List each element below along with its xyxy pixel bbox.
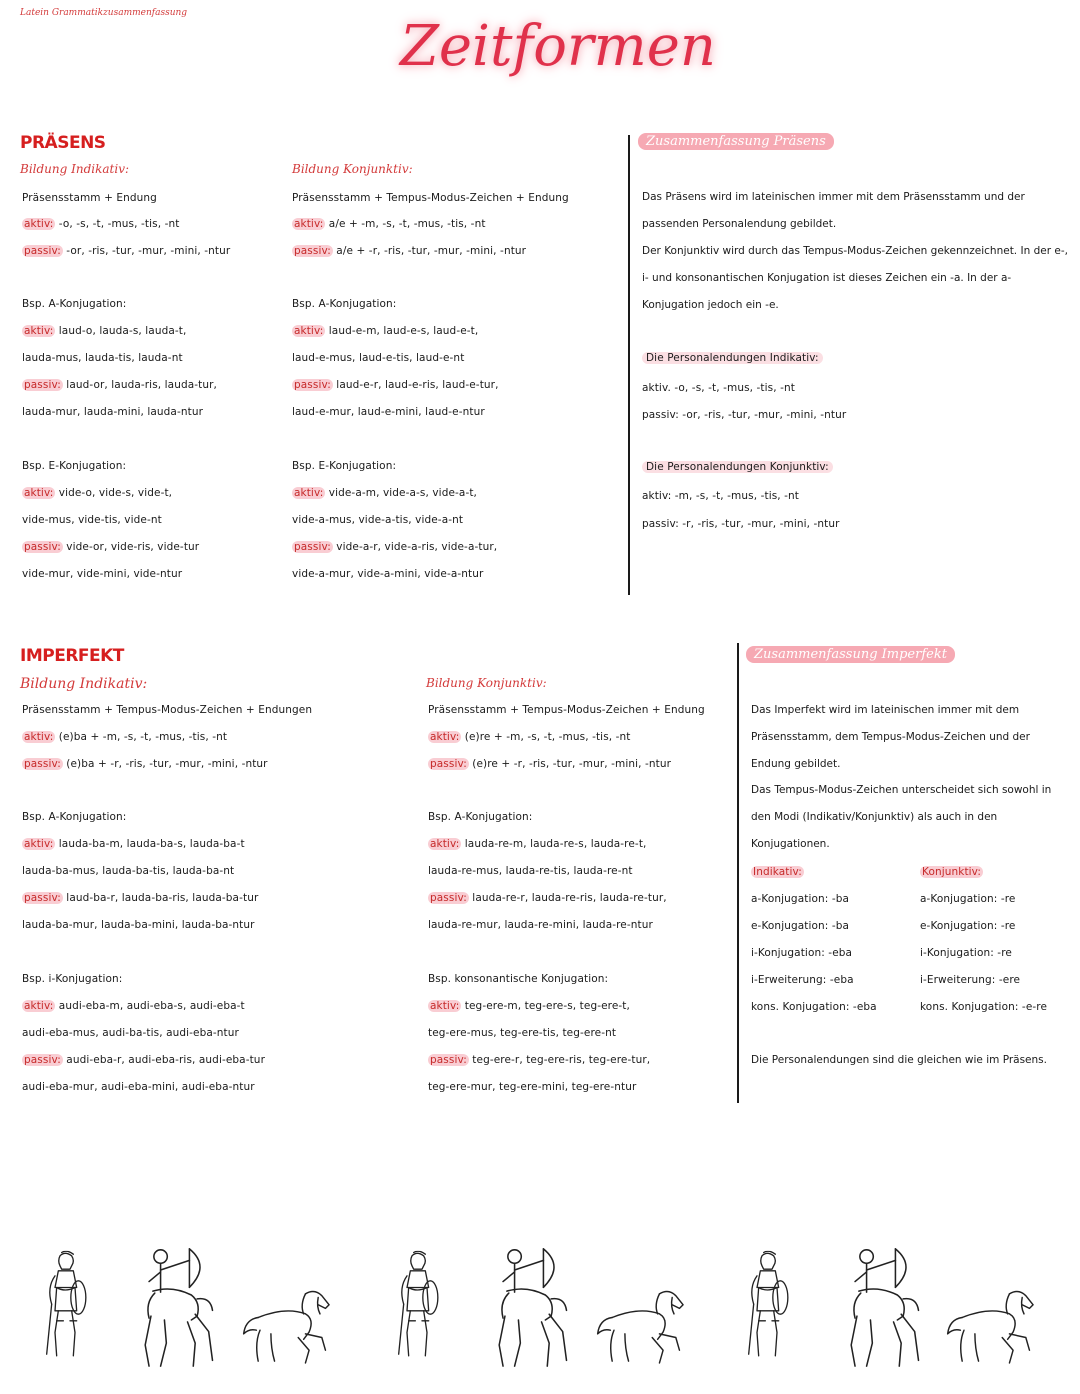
imperfekt-tmz-row: a-Konjugation: -re: [920, 893, 1016, 905]
endings: (e)ba + -r, -ris, -tur, -mur, -mini, -ntur: [66, 758, 268, 770]
praesens-ind-a-passiv-2: lauda-mur, lauda-mini, lauda-ntur: [22, 406, 203, 418]
praesens-ind-e-passiv-2: vide-mur, vide-mini, vide-ntur: [22, 568, 183, 580]
imperfekt-konj-a-title: Bsp. A-Konjugation:: [428, 811, 533, 823]
aktiv-label: aktiv:: [24, 487, 54, 499]
imperfekt-tmz-row: i-Konjugation: -re: [920, 947, 1012, 959]
imperfekt-konj-k-aktiv-2: teg-ere-mus, teg-ere-tis, teg-ere-nt: [428, 1027, 617, 1039]
header-note: Latein Grammatikzusammenfassung: [20, 8, 188, 18]
praesens-konj-e-passiv-2: vide-a-mur, vide-a-mini, vide-a-ntur: [292, 568, 484, 580]
imperfekt-ind-head: [751, 866, 804, 878]
imperfekt-ind-i-aktiv: [22, 1000, 245, 1012]
passiv-label: passiv:: [294, 379, 331, 391]
imperfekt-konj-head: [920, 866, 983, 878]
endings: a/e + -m, -s, -t, -mus, -tis, -nt: [328, 218, 486, 230]
forms: audi-eba-r, audi-eba-ris, audi-eba-tur: [66, 1054, 265, 1066]
imperfekt-konj-k-passiv: [428, 1054, 650, 1066]
forms: vide-a-r, vide-a-ris, vide-a-tur,: [336, 541, 498, 553]
imperfekt-summary-p1: Das Imperfekt wird im lateinischen immer mit dem Präsensstamm, dem Tempus-Modus-Zeichen und der Endung gebildet.: [751, 704, 1030, 770]
pe-ind-title-text: Die Personalendungen Indikativ:: [642, 352, 823, 364]
endings: (e)re + -r, -ris, -tur, -mur, -mini, -ntur: [472, 758, 672, 770]
passiv-label: passiv:: [430, 758, 467, 770]
imperfekt-tmz-row: a-Konjugation: -ba: [751, 893, 850, 905]
praesens-konj-a-aktiv-2: laud-e-mus, laud-e-tis, laud-e-nt: [292, 352, 465, 364]
praesens-indikativ-formula: Präsensstamm + Endung: [22, 192, 157, 204]
praesens-pe-ind-title: [642, 352, 823, 364]
spartan-warrior-icon: [40, 1240, 90, 1370]
aktiv-label: aktiv:: [430, 731, 460, 743]
passiv-label: passiv:: [294, 245, 331, 257]
forms: lauda-ba-m, lauda-ba-s, lauda-ba-t: [58, 838, 245, 850]
praesens-pe-konj-passiv: passiv: -r, -ris, -tur, -mur, -mini, -ntur: [642, 518, 840, 530]
imperfekt-ind-i-aktiv-2: audi-eba-mus, audi-ba-tis, audi-eba-ntur: [22, 1027, 239, 1039]
imperfekt-konjunktiv-passiv: [428, 758, 671, 770]
imperfekt-konj-a-aktiv: [428, 838, 646, 850]
imperfekt-tmz-row: e-Konjugation: -re: [920, 920, 1016, 932]
praesens-heading: PRÄSENS: [20, 133, 106, 153]
forms: lauda-re-m, lauda-re-s, lauda-re-t,: [464, 838, 647, 850]
centaur-archer-icon: [130, 1245, 220, 1370]
praesens-ind-e-title: Bsp. E-Konjugation:: [22, 460, 127, 472]
praesens-indikativ-passiv: [22, 245, 230, 257]
imperfekt-konjunktiv-formula: Präsensstamm + Tempus-Modus-Zeichen + Endung: [428, 704, 705, 716]
passiv-label: passiv:: [430, 1054, 467, 1066]
endings: (e)ba + -m, -s, -t, -mus, -tis, -nt: [58, 731, 228, 743]
page-title: Zeitformen: [400, 14, 716, 79]
imperfekt-konj-k-passiv-2: teg-ere-mur, teg-ere-mini, teg-ere-ntur: [428, 1081, 637, 1093]
endings: a/e + -r, -ris, -tur, -mur, -mini, -ntur: [336, 245, 527, 257]
aktiv-label: aktiv:: [294, 487, 324, 499]
imperfekt-divider: [737, 643, 739, 1103]
imperfekt-indikativ-aktiv: [22, 731, 227, 743]
praesens-konj-e-passiv: [292, 541, 497, 553]
imperfekt-konj-k-aktiv: [428, 1000, 630, 1012]
praesens-indikativ-aktiv: [22, 218, 179, 230]
aktiv-label: aktiv:: [24, 218, 54, 230]
praesens-ind-a-aktiv: [22, 325, 186, 337]
aktiv-label: aktiv:: [24, 325, 54, 337]
endings: -o, -s, -t, -mus, -tis, -nt: [58, 218, 180, 230]
praesens-ind-a-title: Bsp. A-Konjugation:: [22, 298, 127, 310]
praesens-ind-e-passiv: [22, 541, 199, 553]
imperfekt-ind-a-passiv-2: lauda-ba-mur, lauda-ba-mini, lauda-ba-ntur: [22, 919, 255, 931]
spartan-warrior-icon: [392, 1240, 442, 1370]
praesens-ind-e-aktiv-2: vide-mus, vide-tis, vide-nt: [22, 514, 162, 526]
imperfekt-tmz-row: e-Konjugation: -ba: [751, 920, 850, 932]
forms: laud-o, lauda-s, lauda-t,: [58, 325, 187, 337]
imperfekt-tmz-row: i-Erweiterung: -ere: [920, 974, 1021, 986]
praesens-pe-ind-aktiv: aktiv. -o, -s, -t, -mus, -tis, -nt: [642, 382, 795, 394]
imperfekt-ind-i-title: Bsp. i-Konjugation:: [22, 973, 123, 985]
endings: (e)re + -m, -s, -t, -mus, -tis, -nt: [464, 731, 631, 743]
imperfekt-indikativ-formula: Präsensstamm + Tempus-Modus-Zeichen + Endungen: [22, 704, 313, 716]
imperfekt-tmz-row: i-Erweiterung: -eba: [751, 974, 854, 986]
aktiv-label: aktiv:: [294, 218, 324, 230]
imperfekt-ind-a-aktiv-2: lauda-ba-mus, lauda-ba-tis, lauda-ba-nt: [22, 865, 235, 877]
imperfekt-tmz-row: i-Konjugation: -eba: [751, 947, 853, 959]
imperfekt-summary-p3: Die Personalendungen sind die gleichen wie im Präsens.: [751, 1054, 1047, 1066]
imperfekt-tmz-row: kons. Konjugation: -eba: [751, 1001, 877, 1013]
imperfekt-indikativ-title: Bildung Indikativ:: [20, 676, 148, 692]
imperfekt-konj-a-passiv-2: lauda-re-mur, lauda-re-mini, lauda-re-ntur: [428, 919, 653, 931]
imperfekt-konj-k-title: Bsp. konsonantische Konjugation:: [428, 973, 609, 985]
imperfekt-summary-p2: Das Tempus-Modus-Zeichen unterscheidet sich sowohl in den Modi (Indikativ/Konjunktiv) als auch in den Konjugationen.: [751, 784, 1052, 850]
praesens-konj-a-aktiv: [292, 325, 478, 337]
praesens-konj-a-passiv-2: laud-e-mur, laud-e-mini, laud-e-ntur: [292, 406, 485, 418]
forms: vide-o, vide-s, vide-t,: [58, 487, 173, 499]
praesens-summary-title: Zusammenfassung Präsens: [638, 133, 834, 150]
passiv-label: passiv:: [24, 541, 61, 553]
aktiv-label: aktiv:: [24, 1000, 54, 1012]
praesens-konjunktiv-passiv: [292, 245, 526, 257]
spartan-warrior-icon: [742, 1240, 792, 1370]
centaur-archer-icon: [484, 1245, 574, 1370]
passiv-label: passiv:: [24, 379, 61, 391]
horse-icon: [240, 1285, 340, 1370]
praesens-ind-a-aktiv-2: lauda-mus, lauda-tis, lauda-nt: [22, 352, 183, 364]
forms: vide-or, vide-ris, vide-tur: [66, 541, 200, 553]
aktiv-label: aktiv:: [430, 838, 460, 850]
aktiv-label: aktiv:: [24, 838, 54, 850]
imperfekt-heading: IMPERFEKT: [20, 646, 124, 666]
forms: audi-eba-m, audi-eba-s, audi-eba-t: [58, 1000, 245, 1012]
praesens-konj-e-aktiv: [292, 487, 477, 499]
forms: teg-ere-m, teg-ere-s, teg-ere-t,: [464, 1000, 630, 1012]
passiv-label: passiv:: [24, 892, 61, 904]
pe-konj-title-text: Die Personalendungen Konjunktiv:: [642, 461, 833, 473]
praesens-pe-ind-passiv: passiv: -or, -ris, -tur, -mur, -mini, -ntur: [642, 409, 847, 421]
horse-icon: [594, 1285, 694, 1370]
passiv-label: passiv:: [24, 1054, 61, 1066]
praesens-ind-a-passiv: [22, 379, 217, 391]
horse-icon: [944, 1285, 1044, 1370]
imperfekt-konjunktiv-aktiv: [428, 731, 631, 743]
imperfekt-ind-a-aktiv: [22, 838, 245, 850]
imperfekt-konj-a-aktiv-2: lauda-re-mus, lauda-re-tis, lauda-re-nt: [428, 865, 633, 877]
praesens-konjunktiv-formula: Präsensstamm + Tempus-Modus-Zeichen + Endung: [292, 192, 569, 204]
forms: laud-e-r, laud-e-ris, laud-e-tur,: [336, 379, 499, 391]
praesens-ind-e-aktiv: [22, 487, 172, 499]
forms: vide-a-m, vide-a-s, vide-a-t,: [328, 487, 477, 499]
passiv-label: passiv:: [24, 758, 61, 770]
imperfekt-ind-i-passiv-2: audi-eba-mur, audi-eba-mini, audi-eba-ntur: [22, 1081, 255, 1093]
imperfekt-konj-a-passiv: [428, 892, 667, 904]
passiv-label: passiv:: [24, 245, 61, 257]
praesens-summary-p2: Der Konjunktiv wird durch das Tempus-Modus-Zeichen gekennzeichnet. In der e-, i- und konsonantischen Konjugation ist dieses Zeichen ein -a. In der a-Konjugation jedoch ein -e.: [642, 245, 1068, 311]
praesens-indikativ-title: Bildung Indikativ:: [20, 162, 130, 176]
ind-head-text: Indikativ:: [753, 866, 802, 878]
forms: teg-ere-r, teg-ere-ris, teg-ere-tur,: [472, 1054, 651, 1066]
forms: laud-ba-r, lauda-ba-ris, lauda-ba-tur: [66, 892, 259, 904]
endings: -or, -ris, -tur, -mur, -mini, -ntur: [66, 245, 231, 257]
praesens-pe-konj-title: [642, 461, 833, 473]
konj-head-text: Konjunktiv:: [922, 866, 982, 878]
forms: lauda-re-r, lauda-re-ris, lauda-re-tur,: [472, 892, 667, 904]
imperfekt-konjunktiv-title: Bildung Konjunktiv:: [426, 676, 547, 690]
praesens-konj-a-title: Bsp. A-Konjugation:: [292, 298, 397, 310]
praesens-konjunktiv-aktiv: [292, 218, 486, 230]
aktiv-label: aktiv:: [430, 1000, 460, 1012]
praesens-pe-konj-aktiv: aktiv: -m, -s, -t, -mus, -tis, -nt: [642, 490, 800, 502]
imperfekt-ind-a-passiv: [22, 892, 258, 904]
praesens-konj-e-aktiv-2: vide-a-mus, vide-a-tis, vide-a-nt: [292, 514, 464, 526]
aktiv-label: aktiv:: [24, 731, 54, 743]
imperfekt-ind-i-passiv: [22, 1054, 265, 1066]
centaur-archer-icon: [836, 1245, 926, 1370]
passiv-label: passiv:: [430, 892, 467, 904]
praesens-konj-a-passiv: [292, 379, 499, 391]
imperfekt-tmz-row: kons. Konjugation: -e-re: [920, 1001, 1048, 1013]
imperfekt-indikativ-passiv: [22, 758, 268, 770]
praesens-konj-e-title: Bsp. E-Konjugation:: [292, 460, 397, 472]
praesens-divider: [628, 135, 630, 595]
forms: laud-e-m, laud-e-s, laud-e-t,: [328, 325, 479, 337]
forms: laud-or, lauda-ris, lauda-tur,: [66, 379, 217, 391]
passiv-label: passiv:: [294, 541, 331, 553]
aktiv-label: aktiv:: [294, 325, 324, 337]
praesens-konjunktiv-title: Bildung Konjunktiv:: [292, 162, 413, 176]
imperfekt-ind-a-title: Bsp. A-Konjugation:: [22, 811, 127, 823]
imperfekt-summary-title: Zusammenfassung Imperfekt: [746, 646, 955, 663]
praesens-summary-p1: Das Präsens wird im lateinischen immer mit dem Präsensstamm und der passenden Personalendung gebildet.: [642, 191, 1025, 230]
